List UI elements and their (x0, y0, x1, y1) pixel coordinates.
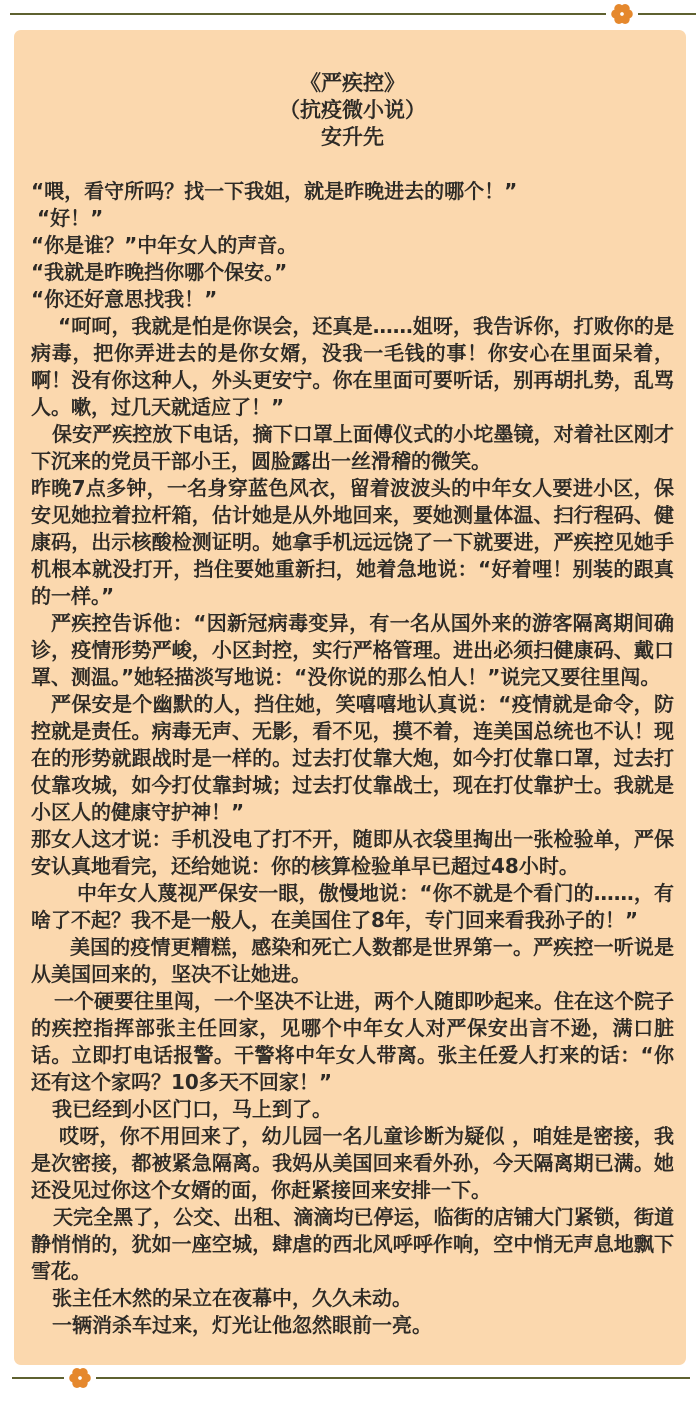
story-paragraph: 昨晚7点多钟，一名身穿蓝色风衣，留着波波头的中年女人要进小区，保安见她拉着拉杆箱，估计她是从外地回来，要她测量体温、扫行程码、健康码，出示核酸检测证明。她拿手机远远饶了一下就要进，严疾控见她手机根本就没打开，挡住要她重新扫，她着急地说：“好着哩！别装的跟真的一样。” (31, 476, 674, 608)
story-paragraph: “喂，看守所吗？找一下我姐，就是昨晚进去的哪个！” (31, 179, 518, 203)
story-card (14, 30, 686, 1365)
divider-line (638, 13, 696, 15)
story-paragraph: “呵呵，我就是怕是你误会，还真是……姐呀，我告诉你，打败你的是病毒，把你弄进去的是你女婿，没我一毛钱的事！你安心在里面呆着，啊！没有你这种人，外头更安宁。你在里面可要听话，别再胡扎势，乱骂人。嗽，过几天就适应了！” (31, 314, 674, 419)
flower-icon (609, 1, 635, 27)
story-paragraph: 严保安是个幽默的人，挡住她，笑嘻嘻地认真说：“疫情就是命令，防控就是责任。病毒无声、无影，看不见，摸不着，连美国总统也不认！现在的形势就跟战时是一样的。过去打仗靠大炮，如今打仗靠口罩，过去打仗靠攻城，如今打仗靠封城；过去打仗靠战士，现在打仗靠护士。我就是小区人的健康守护神！” (31, 692, 674, 824)
story-paragraph: “好！” (37, 206, 104, 230)
story-paragraph: “你是谁？”中年女人的声音。 (31, 233, 298, 257)
story-paragraph: 我已经到小区门口，马上到了。 (52, 1097, 332, 1121)
story-paragraph: 一个硬要往里闯，一个坚决不让进，两个人随即吵起来。住在这个院子的疾控指挥部张主任回家，见哪个中年女人对严保安出言不逊，满口脏话。立即打电话报警。干警将中年女人带离。张主任爱人打来的话：“你还有这个家吗？10多天不回家！” (31, 989, 674, 1094)
story-paragraph: “我就是昨晚挡你哪个保安。” (31, 260, 288, 284)
story-author: 安升先 (321, 125, 384, 149)
story-body (31, 178, 674, 1339)
story-paragraph: 天完全黑了，公交、出租、滴滴均已停运，临街的店铺大门紧锁，街道静悄悄的，犹如一座空城，肆虐的西北风呼呼作响，空中悄无声息地飘下雪花。 (31, 1205, 674, 1283)
story-paragraph: 一辆消杀车过来，灯光让他忽然眼前一亮。 (52, 1313, 432, 1337)
divider-line (96, 1377, 690, 1379)
bottom-divider (0, 1365, 700, 1391)
story-subtitle: （抗疫微小说） (279, 98, 426, 122)
story-paragraph: 张主任木然的呆立在夜幕中，久久未动。 (52, 1286, 412, 1310)
divider-line (12, 1377, 64, 1379)
story-paragraph: 那女人这才说：手机没电了打不开，随即从衣袋里掏出一张检验单，严保安认真地看完，还给她说：你的核算检验单早已超过48小时。 (31, 827, 674, 878)
story-paragraph: 严疾控告诉他：“因新冠病毒变异，有一名从国外来的游客隔离期间确诊，疫情形势严峻，小区封控，实行严格管理。进出必须扫健康码、戴口罩、测温。”她轻描淡写地说：“没你说的那么怕人！”说完又要往里闯。 (31, 611, 674, 689)
story-paragraph: “你还好意思找我！” (31, 287, 218, 311)
top-divider (0, 1, 700, 27)
title-block (31, 70, 674, 151)
story-paragraph: 保安严疾控放下电话，摘下口罩上面傅仪式的小坨墨镜，对着社区刚才下沉来的党员干部小王，圆脸露出一丝滑稽的微笑。 (31, 422, 674, 473)
story-paragraph: 哎呀，你不用回来了，幼儿园一名儿童诊断为疑似 ，咱娃是密接，我是次密接，都被紧急隔离。我妈从美国回来看外孙，今天隔离期已满。她还没见过你这个女婿的面，你赶紧接回来安排一下。 (31, 1124, 674, 1202)
story-title: 《严疾控》 (300, 71, 405, 95)
divider-line (10, 13, 606, 15)
story-paragraph: 美国的疫情更糟糕，感染和死亡人数都是世界第一。严疾控一听说是从美国回来的，坚决不让她进。 (31, 935, 674, 986)
flower-icon (67, 1365, 93, 1391)
story-paragraph: 中年女人蔑视严保安一眼，傲慢地说：“你不就是个看门的……，有啥了不起？我不是一般人，在美国住了8年，专门回来看我孙子的！” (31, 881, 674, 932)
